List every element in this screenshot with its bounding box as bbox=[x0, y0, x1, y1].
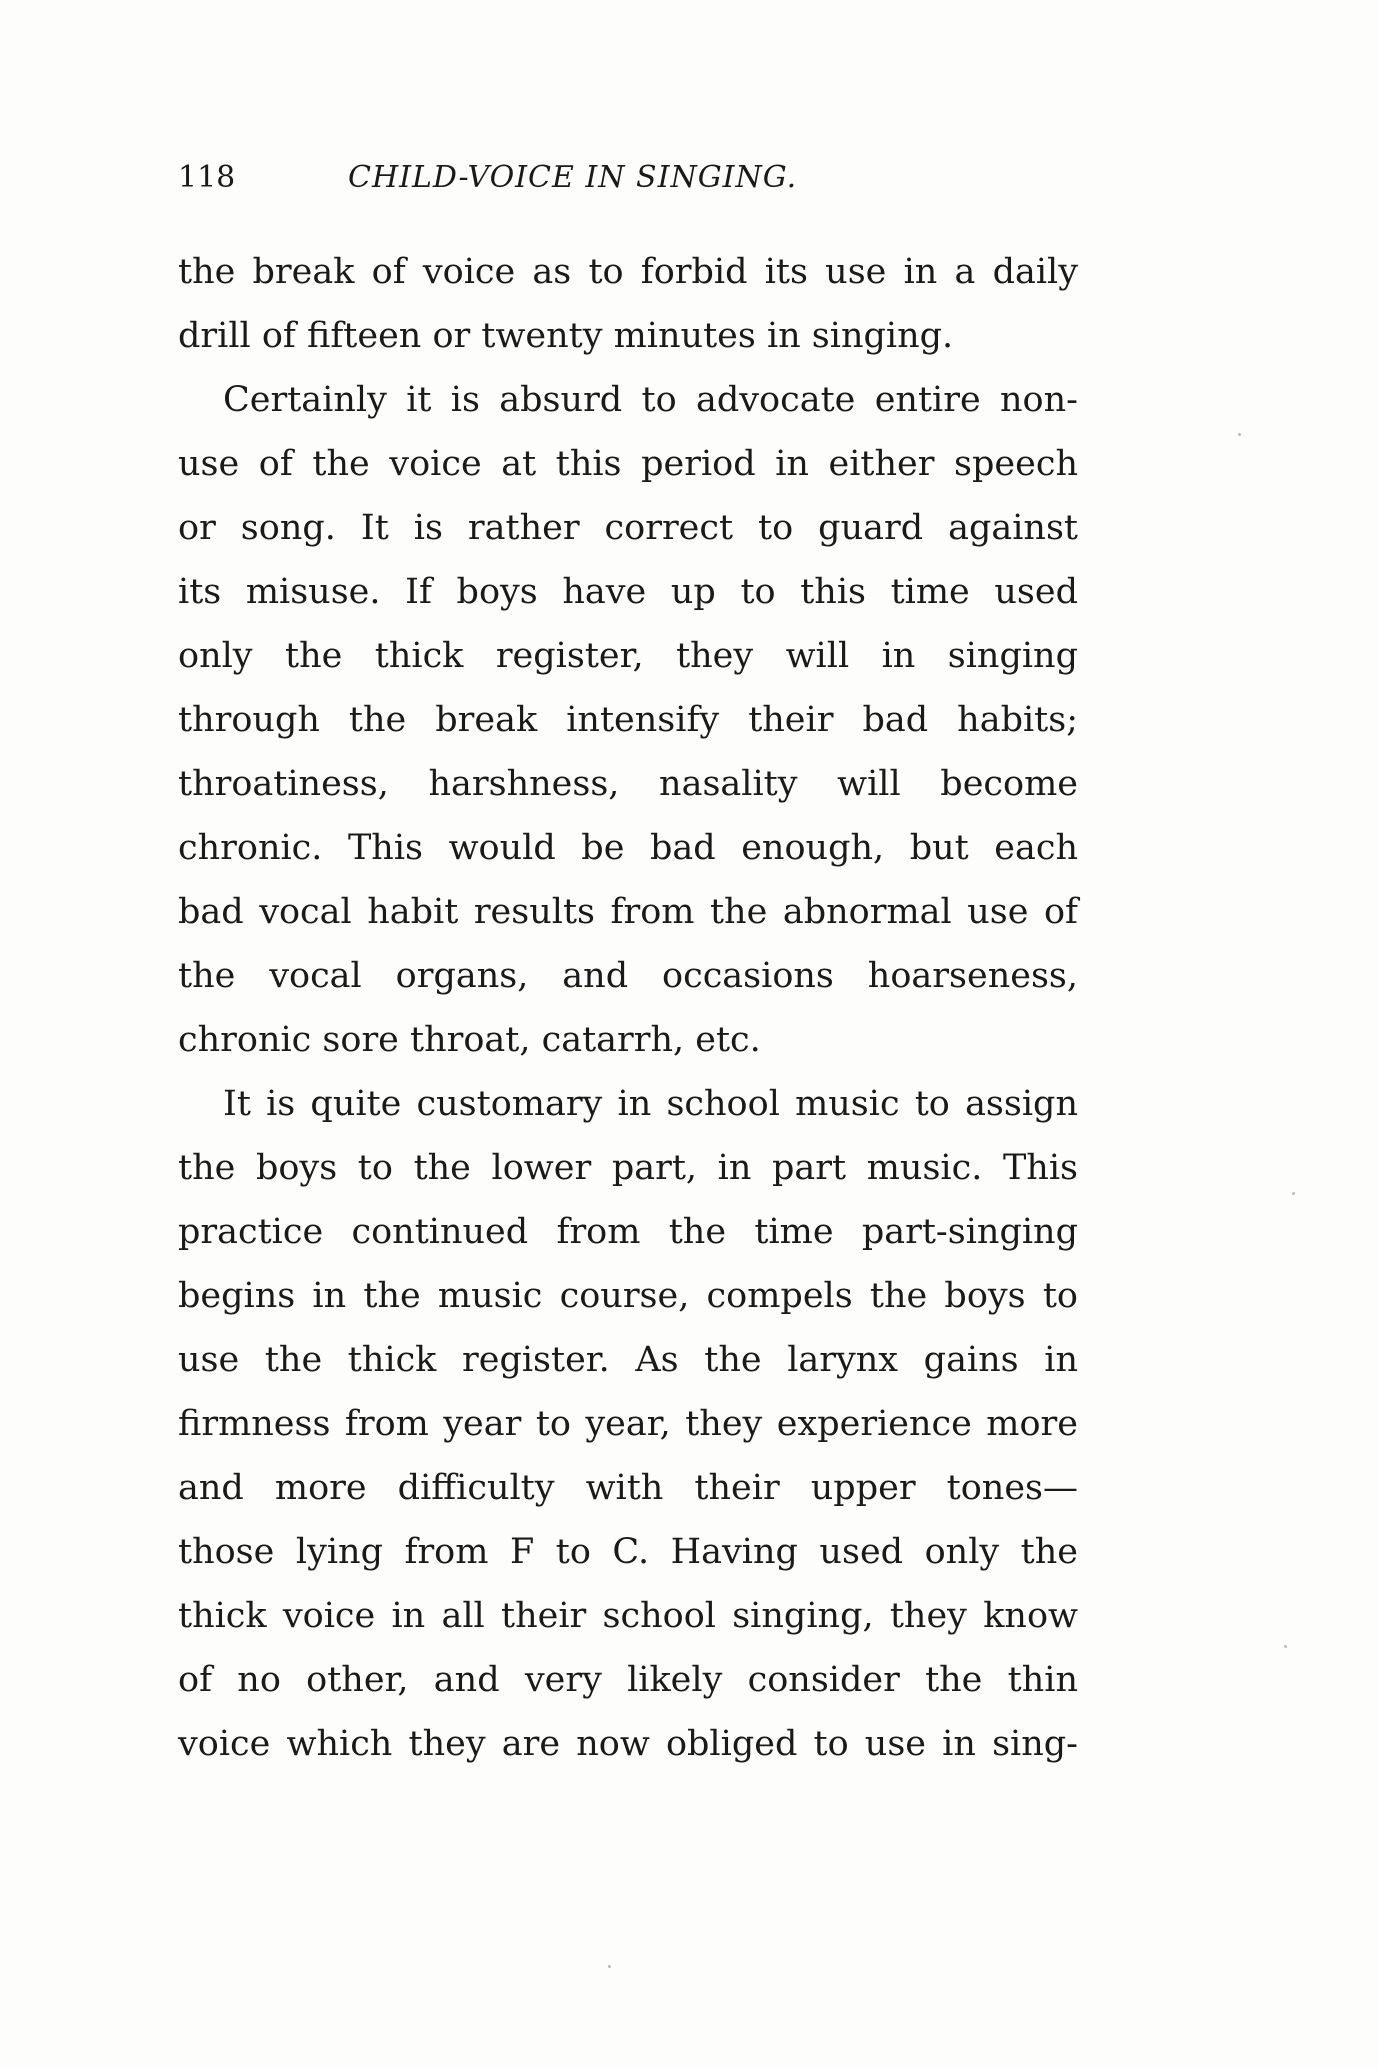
scan-speck bbox=[1238, 433, 1241, 436]
text-line: through the break intensify their bad habits; bbox=[178, 700, 1078, 740]
scan-speck bbox=[1284, 1645, 1287, 1648]
text-line: It is quite customary in school music to assign bbox=[223, 1084, 1078, 1124]
body-text bbox=[178, 240, 1078, 1776]
text-line: Certainly it is absurd to advocate entire non- bbox=[223, 380, 1078, 420]
text-line: thick voice in all their school singing, they know bbox=[178, 1596, 1078, 1636]
text-line: drill of fifteen or twenty minutes in singing. bbox=[178, 316, 954, 356]
page-number: 118 bbox=[178, 160, 236, 195]
text-line: the boys to the lower part, in part music. This bbox=[178, 1148, 1078, 1188]
scan-speck bbox=[1292, 1192, 1295, 1195]
text-line: chronic sore throat, catarrh, etc. bbox=[178, 1020, 761, 1060]
text-line: only the thick register, they will in singing bbox=[178, 636, 1078, 676]
text-line: those lying from F to C. Having used only the bbox=[178, 1532, 1078, 1572]
text-line: firmness from year to year, they experience more bbox=[178, 1404, 1078, 1444]
text-line: of no other, and very likely consider the thin bbox=[178, 1660, 1078, 1700]
text-line: voice which they are now obliged to use in sing- bbox=[178, 1724, 1078, 1764]
text-line: throatiness, harshness, nasality will become bbox=[178, 764, 1078, 804]
text-line: use the thick register. As the larynx gains in bbox=[178, 1340, 1078, 1380]
text-line: the vocal organs, and occasions hoarseness, bbox=[178, 956, 1078, 996]
text-line: begins in the music course, compels the boys to bbox=[178, 1276, 1078, 1316]
page-header bbox=[178, 158, 1058, 198]
text-line: practice continued from the time part-singing bbox=[178, 1212, 1078, 1252]
text-line: bad vocal habit results from the abnormal use of bbox=[178, 892, 1078, 932]
text-line: its misuse. If boys have up to this time used bbox=[178, 572, 1078, 612]
text-line: chronic. This would be bad enough, but each bbox=[178, 828, 1078, 868]
text-line: or song. It is rather correct to guard against bbox=[178, 508, 1078, 548]
text-line: use of the voice at this period in either speech bbox=[178, 444, 1078, 484]
text-line: and more difficulty with their upper tones— bbox=[178, 1468, 1078, 1508]
text-line: the break of voice as to forbid its use in a daily bbox=[178, 252, 1078, 292]
scan-speck bbox=[608, 1965, 611, 1968]
running-head: CHILD-VOICE IN SINGING. bbox=[348, 160, 798, 195]
